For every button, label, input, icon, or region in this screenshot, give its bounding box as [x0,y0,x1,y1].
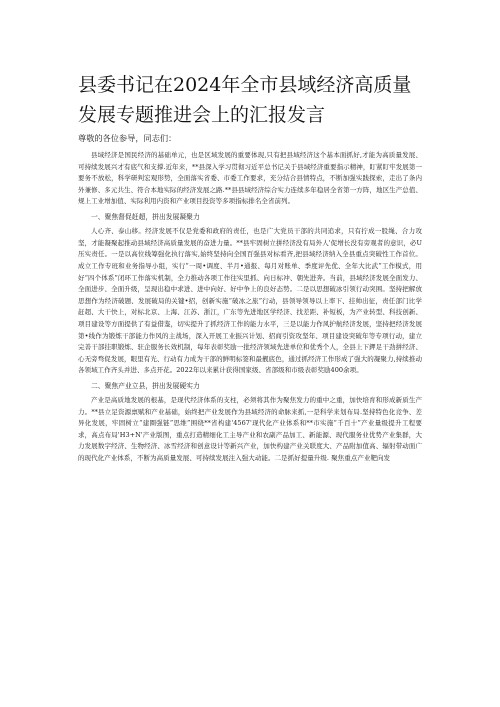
section-2-paragraph: 产业是高质地发展的根基，是现代经济体系的支柱，必须将其作为聚焦发力的重中之重，加快培育和形成新质生产力。**县立足资源禀赋和产业基础，始终把产业发展作为县域经济的命脉来抓,一是科学来划布局.坚持特色化竞争、差异化发展，牢固树立“建圈强链”思维”围绕**省构建'4567'现代化产业体系和**市实施“千百十”产业量级提升工程要求，高点布局'H3+N'产业版图，重点打造精细化工主导产业和农副产品加工、新能源、现代服务业优势产业集群，大力发展数字经济、生物经济、冰雪经济和创意设计等新兴产业，加快构建产业关联度大、产品附加值高、辐射带动面广的现代化产业体系，不断为高质量发展、可持续发展注入强大动能。二是抓好提量升级. 聚焦重点产业靶向发 [78,396,422,463]
section-2-heading: 二、聚焦产业立县，拼出发展硬实力 [91,381,200,390]
section-1-paragraph: 人心齐、泰山移。经济发展不仅是党委和政府的责任，也是广大党员干部的共同追求，只有拧成一股绳、合力攻坚，才能凝聚起推动县域经济高质量发展的奋进力量。**县牢固树立拼经济没有局外人'促增长没有旁观者的意识，必U压实责任。一是以高位线筹强化执行落实,始终坚持向全国百强县对标看齐,把县域经济纳入全县重点突破性工作首位。成立工作专班和业务指导小组，实行“一周•调度、半月•通报、每月对账单、季度评先优、全年大比武”工作模式，用好“四个体系”闭环工作落实机制，全力推动各项工作往实里抓、向日标冲、朝先进奔。当前，县域经济发展全面发力、全面进步、全面升级，呈现出稳中求进、进中向好、好中争上的良好态势。二是以思想破冰引领行动突围。坚持把解放思想作为经济破题、发展破局的关键•招，创新实施“破冰之旅”行动，县领导领导以上率下、挂帅出征，责任部门比学赶超、大干快上，对标北京、上海、江苏、浙江，广东等先进地区学经济、找差距、补短板，为产业转型、科技创新、项目建设等方面提供了有益借鉴，切实提升了抓经济工作的能力水平，三是以能力作风护航经济发展，坚持把经济发展第•线作为锻炼干部能力作风的主战场，深入开展工业振兴计划、招商引资攻坚年、项目建设突破年等专项行动，建立完善干部挂职锻炼、驻企服务长效机制，每年表彰奖励一批经济领域先进单位和优秀个人，全县上下鉀足干劲拼经济、心无旁骛促发展，眼里有光、行动有力成为干部的鲜明标签和最靓底色，通过抓经济工作形成了强大的凝聚力,持续推动各领域工作齐头并进、多点开花。2022年以来累计获得国家级、省部级和市级表彰奖励400余项。 [78,227,422,375]
salutation: 尊敬的各位参导，同志们： [78,133,177,143]
section-1-heading: 一、聚焦督促赶超，拼出发展凝聚力 [91,212,200,221]
intro-paragraph: 县域经济是国民经济的基础单元，也是区域发展的重要体现,只有把县域经济这个基本面抓好,才能为高质量发展、可持续发展兴才有底气和支撑.近年来，**县深入学习贯彻习近平总书记关于县域经济重要指示精神，盯紧盯牢发展第一要务不放松，科学研判宏观形势，全面落实省委、市委工作要求，充分结合县情特点，不断加强实践探索，走出了条内外兼修、多元共生、符合本地实际的经济发展之路.**县县域经济综合实力连续多年稳居全省第一方阵，地区生产总值、规上工业增加值、实际利用内资和产业项目投资等多项指标排名全省前列。 [78,151,422,206]
document-body [78,150,422,465]
document-title: 县委书记在2024年全市县域经济高质量发展专题推进会上的汇报发言 [78,74,412,126]
